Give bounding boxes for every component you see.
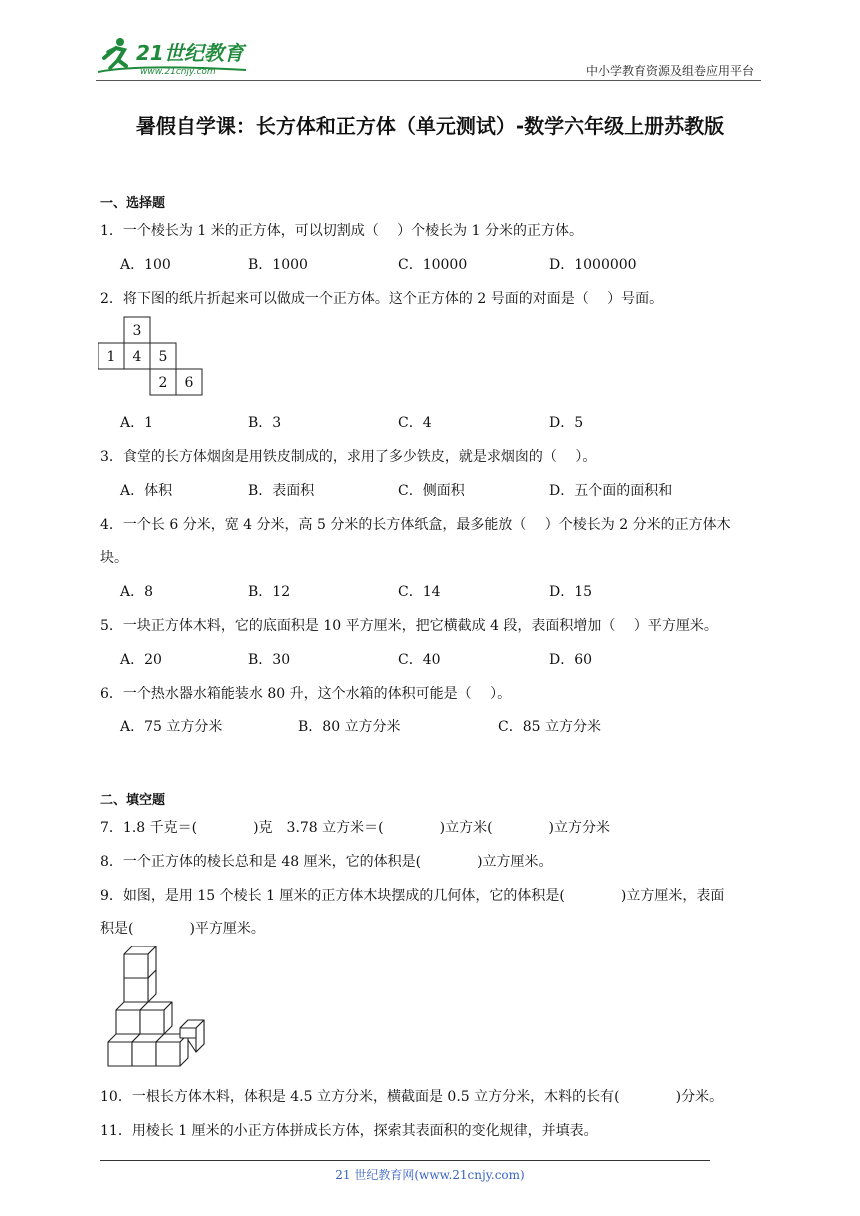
net-face-1: 1 xyxy=(106,349,116,365)
net-face-3: 3 xyxy=(132,323,142,339)
logo-text: 21世纪教育 xyxy=(136,41,244,65)
platform-label: 中小学教育资源及组卷应用平台 xyxy=(585,64,754,78)
section-heading-fill: 二、填空题 xyxy=(100,793,166,808)
cube-stack-figure xyxy=(106,946,210,1072)
net-face-4: 4 xyxy=(132,349,142,365)
q4-option-d: D．15 xyxy=(549,584,593,600)
cube-net-figure xyxy=(98,316,208,398)
question-1: 1．一个棱长为 1 米的正方体，可以切割成（ ）个棱长为 1 分米的正方体。 xyxy=(100,223,583,239)
q2-option-d: D．5 xyxy=(549,415,584,431)
net-face-5: 5 xyxy=(158,349,168,365)
q4-option-c: C．14 xyxy=(398,584,441,600)
question-3: 3．食堂的长方体烟囱是用铁皮制成的，求用了多少铁皮，就是求烟囱的（ ）。 xyxy=(100,449,597,465)
q3-option-c: C．侧面积 xyxy=(398,483,465,499)
q5-option-a: A．20 xyxy=(120,652,162,668)
q6-option-b: B．80 立方分米 xyxy=(298,719,401,735)
question-11: 11．用棱长 1 厘米的小正方体拼成长方体，探索其表面积的变化规律，并填表。 xyxy=(100,1123,598,1139)
page-title: 暑假自学课：长方体和正方体（单元测试）-数学六年级上册苏教版 xyxy=(135,114,725,138)
question-10: 10．一根长方体木料，体积是 4.5 立方分米，横截面是 0.5 立方分米，木料的长有( )分米。 xyxy=(100,1089,724,1105)
q1-option-a: A．100 xyxy=(120,257,171,273)
logo xyxy=(96,34,256,78)
header-divider xyxy=(96,80,761,81)
question-5: 5．一块正方体木料，它的底面积是 10 平方厘米，把它横截成 4 段，表面积增加（ ）平方厘米。 xyxy=(100,618,718,634)
section-heading-choice: 一、选择题 xyxy=(100,196,166,211)
q5-option-b: B．30 xyxy=(248,652,291,668)
footer-divider xyxy=(100,1160,710,1161)
q6-option-c: C．85 立方分米 xyxy=(498,719,601,735)
question-6: 6．一个热水器水箱能装水 80 升，这个水箱的体积可能是（ ）。 xyxy=(100,686,512,702)
q6-option-a: A．75 立方分米 xyxy=(120,719,223,735)
question-4: 4．一个长 6 分米，宽 4 分米，高 5 分米的长方体纸盒，最多能放（ ）个棱长为 2 分米的正方体木 xyxy=(100,517,731,533)
logo-url: www.21cnjy.com xyxy=(140,67,216,77)
q2-option-a: A．1 xyxy=(120,415,154,431)
q1-option-d: D．1000000 xyxy=(549,257,637,273)
q1-option-b: B．1000 xyxy=(248,257,308,273)
q2-option-c: C．4 xyxy=(398,415,432,431)
net-face-6: 6 xyxy=(184,375,194,391)
q4-option-b: B．12 xyxy=(248,584,291,600)
net-face-2: 2 xyxy=(158,375,168,391)
q4-option-a: A．8 xyxy=(120,584,154,600)
question-7: 7．1.8 千克＝( )克 3.78 立方米＝( )立方米( )立方分米 xyxy=(100,820,611,836)
footer-text: 21 世纪教育网(www.21cnjy.com) xyxy=(335,1168,525,1182)
q3-option-d: D．五个面的面积和 xyxy=(549,483,673,499)
question-9-cont: 积是( )平方厘米。 xyxy=(100,921,265,937)
question-4-cont: 块。 xyxy=(100,550,128,566)
q2-option-b: B．3 xyxy=(248,415,282,431)
question-2: 2．将下图的纸片折起来可以做成一个正方体。这个正方体的 2 号面的对面是（ ）号面。 xyxy=(100,291,664,307)
question-9: 9．如图，是用 15 个棱长 1 厘米的正方体木块摆成的几何体，它的体积是( )立方厘米，表面 xyxy=(100,888,725,904)
q5-option-d: D．60 xyxy=(549,652,593,668)
q3-option-a: A．体积 xyxy=(120,483,173,499)
question-8: 8．一个正方体的棱长总和是 48 厘米，它的体积是( )立方厘米。 xyxy=(100,854,553,870)
q5-option-c: C．40 xyxy=(398,652,441,668)
q3-option-b: B．表面积 xyxy=(248,483,315,499)
q1-option-c: C．10000 xyxy=(398,257,468,273)
